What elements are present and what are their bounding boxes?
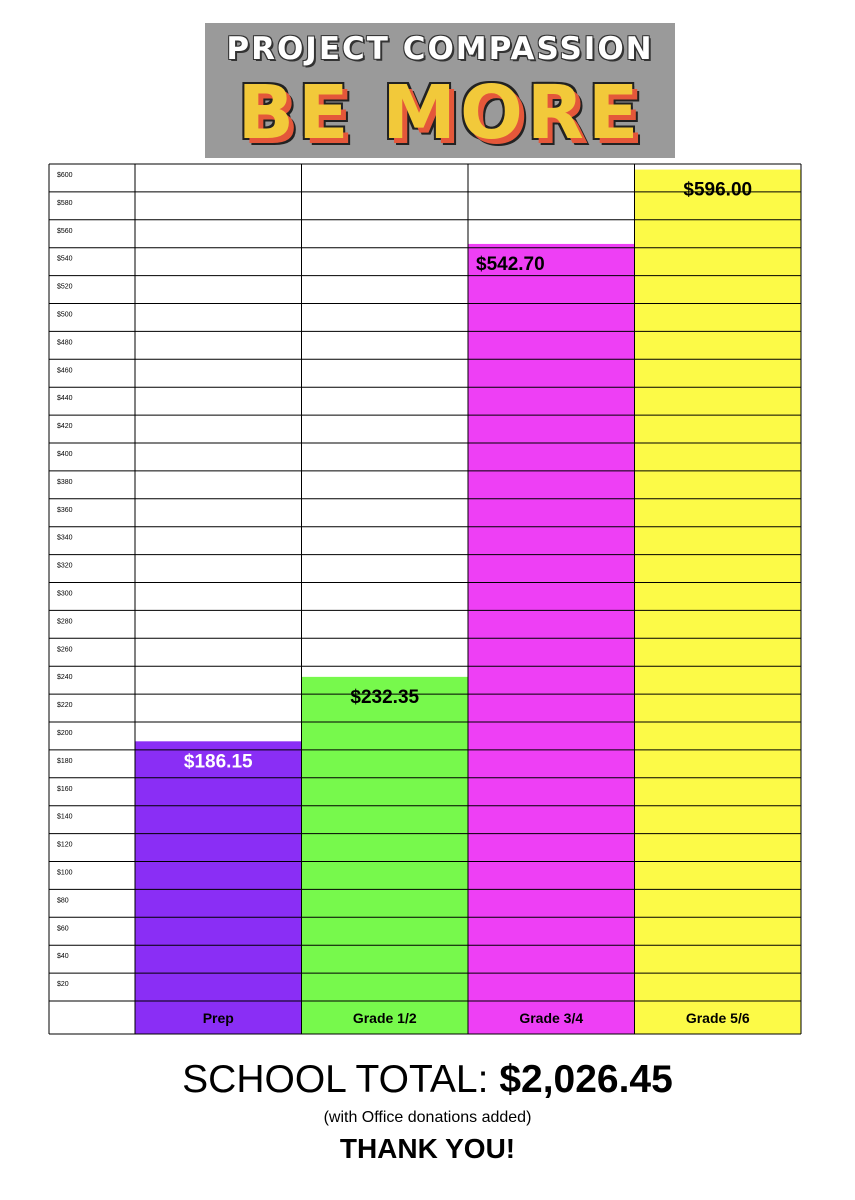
bar-grade-5-6 <box>635 170 802 1001</box>
thank-you-message: THANK YOU! <box>339 1133 516 1164</box>
y-tick-label: $60 <box>57 925 69 933</box>
y-tick-label: $320 <box>57 562 73 570</box>
y-tick-label: $480 <box>57 339 73 347</box>
bar-grade-3-4 <box>468 244 635 1001</box>
y-tick-label: $340 <box>57 534 73 542</box>
bar-value-label: $232.35 <box>350 686 420 708</box>
school-total <box>0 1058 855 1102</box>
y-tick-label: $600 <box>57 172 73 179</box>
y-tick-label: $500 <box>57 311 73 319</box>
y-tick-label: $200 <box>57 730 73 737</box>
y-tick-label: $240 <box>57 674 73 682</box>
y-tick-label: $280 <box>57 618 73 626</box>
total-note: (with Office donations added) <box>323 1109 532 1126</box>
y-tick-label: $300 <box>57 590 73 598</box>
y-tick-label: $40 <box>57 953 69 961</box>
school-total-label: SCHOOL TOTAL: <box>182 1058 500 1101</box>
y-tick-label: $400 <box>57 451 73 458</box>
category-label: Grade 3/4 <box>519 1010 584 1026</box>
y-tick-label: $180 <box>57 757 73 765</box>
bar-grade-1-2 <box>302 677 469 1001</box>
y-tick-label: $120 <box>57 841 73 849</box>
y-tick-label: $100 <box>57 869 73 877</box>
y-tick-label: $80 <box>57 897 69 905</box>
bar-value-label: $596.00 <box>683 179 753 201</box>
y-tick-label: $380 <box>57 478 73 486</box>
y-tick-label: $160 <box>57 785 73 793</box>
y-tick-label: $20 <box>57 981 69 989</box>
banner-slogan: BE MORE <box>237 70 643 156</box>
y-tick-label: $460 <box>57 367 73 375</box>
y-tick-label: $360 <box>57 506 73 514</box>
bar-prep <box>135 741 302 1001</box>
bar-value-label: $186.15 <box>183 751 253 773</box>
banner-title: PROJECT COMPASSION <box>226 31 654 67</box>
y-tick-label: $540 <box>57 255 73 263</box>
y-tick-label: $440 <box>57 395 73 403</box>
y-tick-label: $140 <box>57 813 73 821</box>
bar-value-label: $542.70 <box>476 253 545 275</box>
y-tick-label: $420 <box>57 423 73 431</box>
y-tick-label: $260 <box>57 646 73 654</box>
school-total-value: $2,026.45 <box>499 1058 673 1101</box>
category-label: Prep <box>202 1010 234 1026</box>
y-tick-label: $220 <box>57 702 73 710</box>
y-tick-label: $580 <box>57 199 73 207</box>
category-label: Grade 1/2 <box>352 1010 417 1026</box>
y-tick-label: $520 <box>57 283 73 291</box>
category-label: Grade 5/6 <box>685 1010 750 1026</box>
y-tick-label: $560 <box>57 227 73 235</box>
